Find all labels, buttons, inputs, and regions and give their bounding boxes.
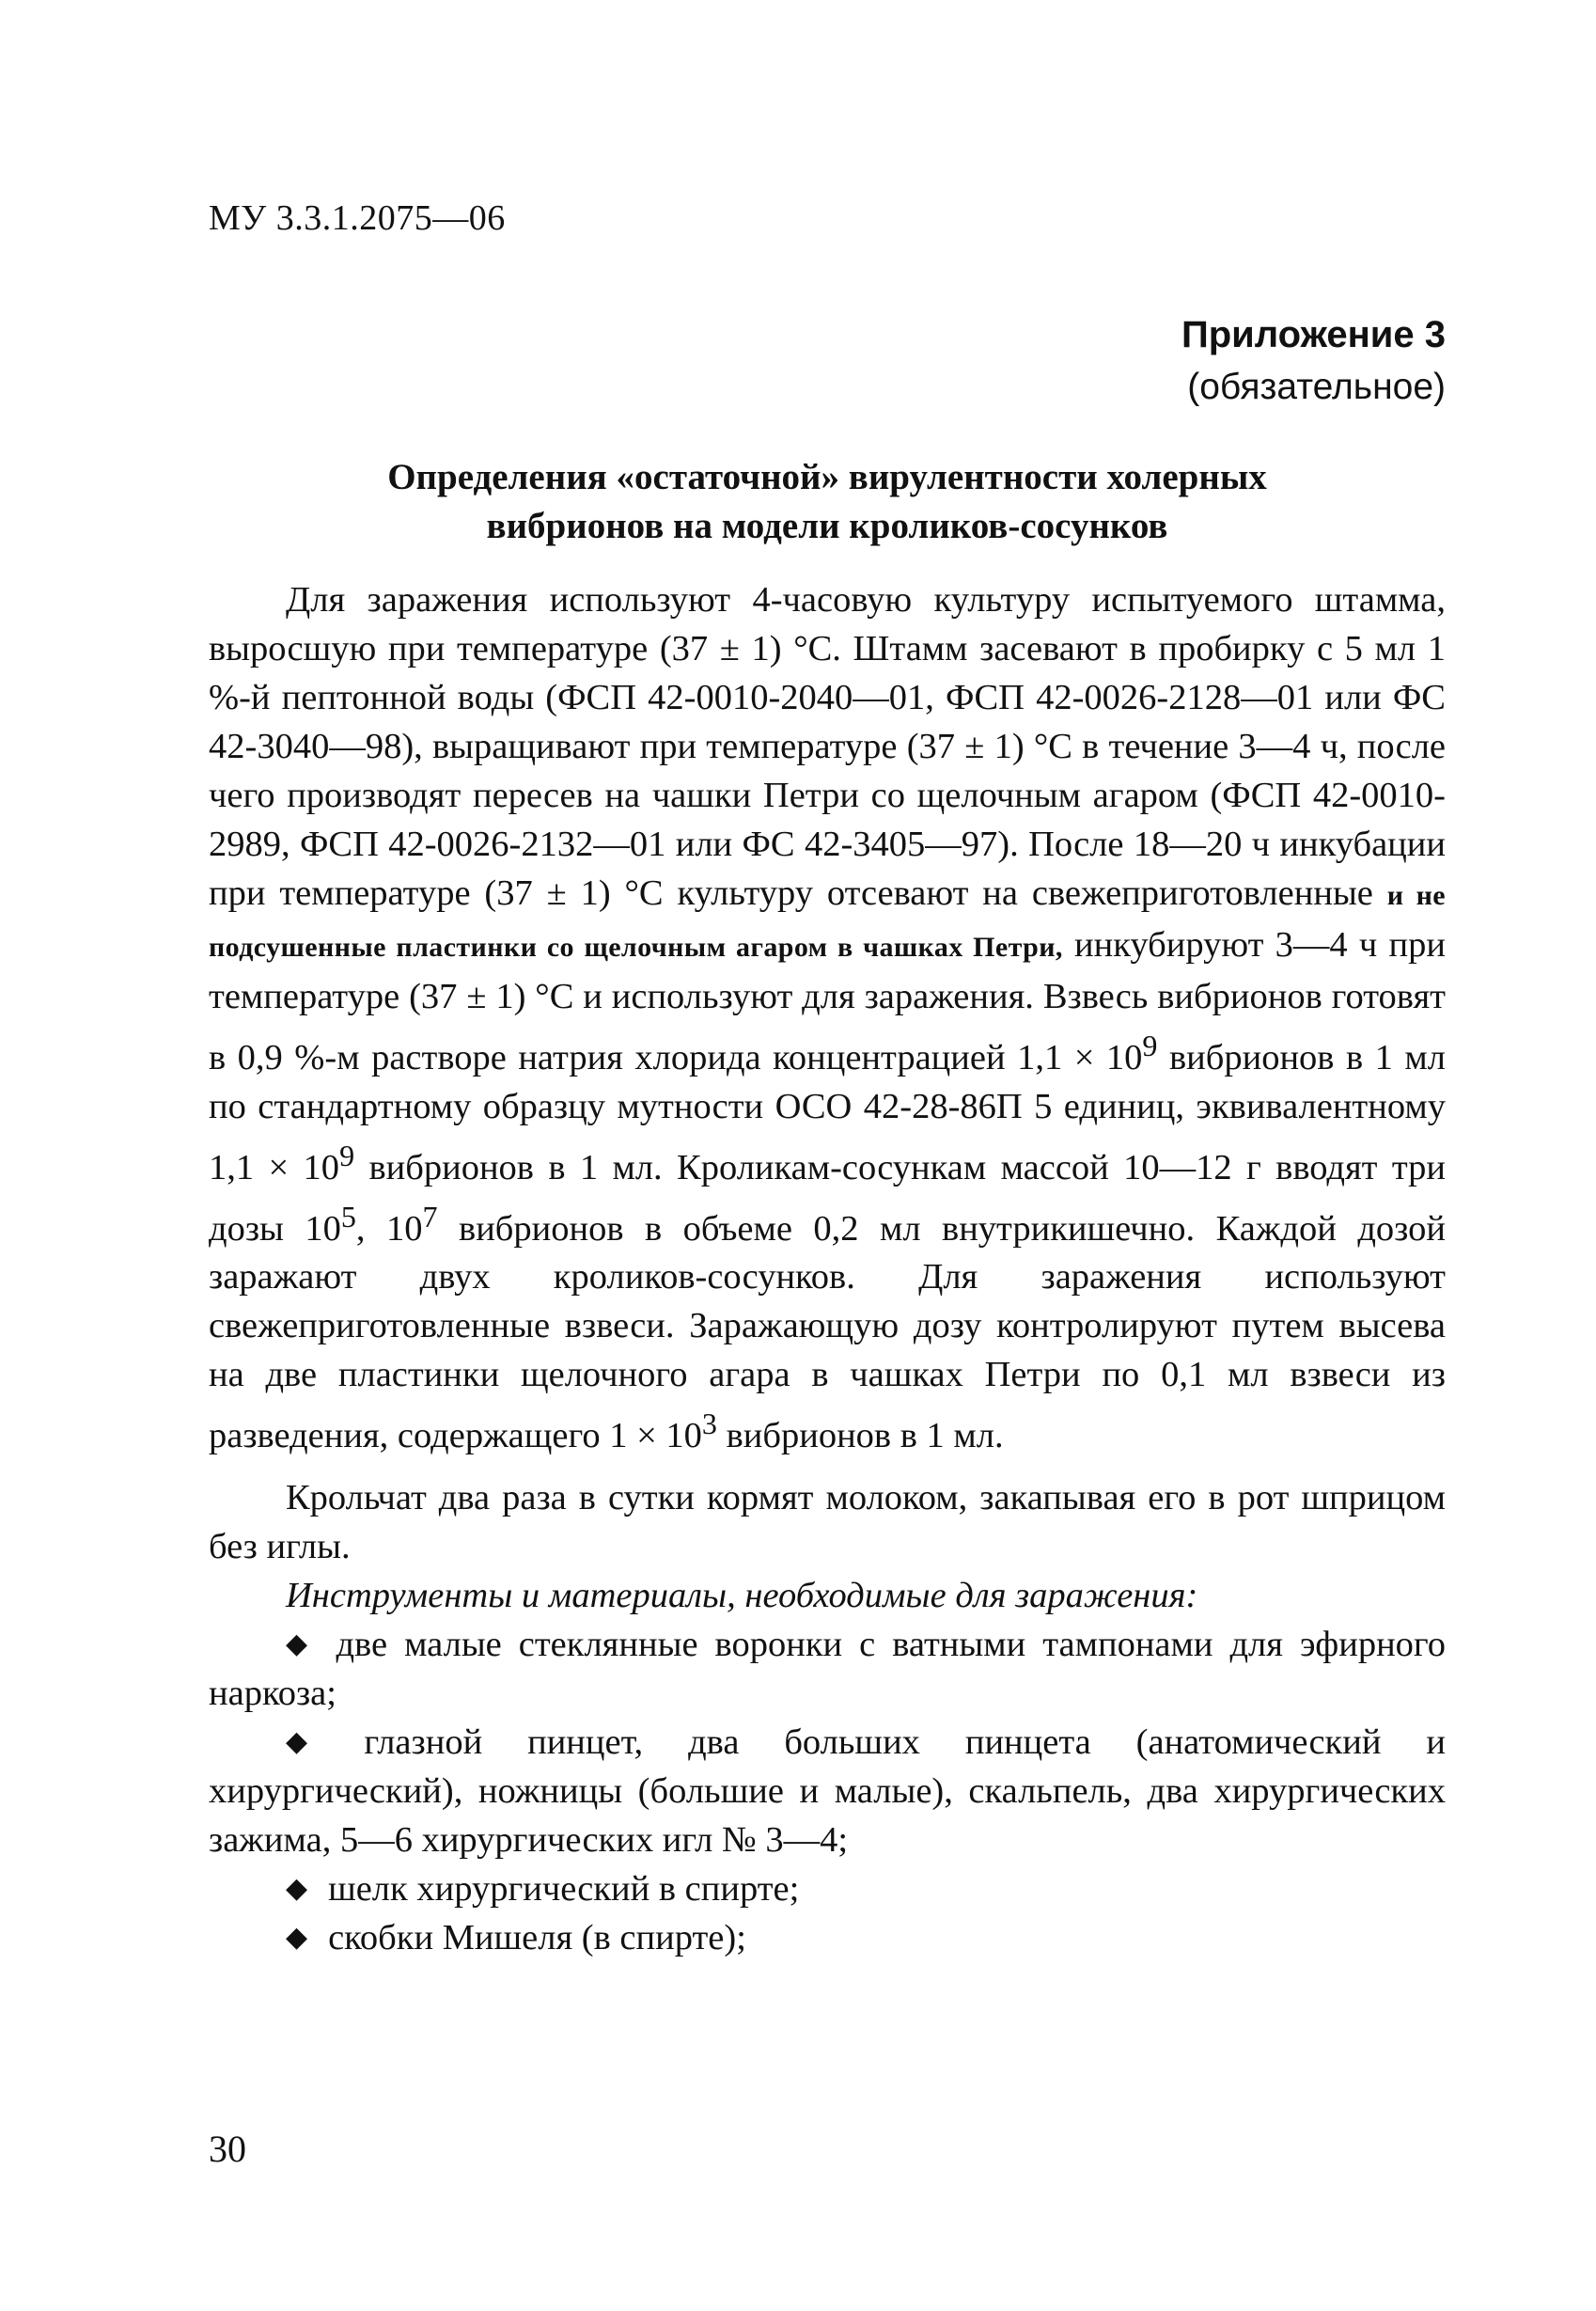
appendix-number: Приложение 3 xyxy=(1181,314,1446,355)
page-number: 30 xyxy=(209,2128,246,2170)
text-run: , 10 xyxy=(355,1208,423,1249)
list-item xyxy=(209,1913,1446,1962)
list-item xyxy=(209,1864,1446,1913)
list-item xyxy=(209,1620,1446,1718)
section-title xyxy=(209,453,1446,551)
diamond-bullet-icon: ◆ xyxy=(286,1628,316,1660)
superscript: 9 xyxy=(1142,1029,1158,1062)
superscript: 5 xyxy=(340,1199,356,1234)
list-item-text: две малые стеклянные воронки с ватными тампонами для эфирного наркоза; xyxy=(209,1625,1447,1714)
text-run: инкубируют 3—4 ч при температуре (37 ± 1) °С и используют для заражения. Взвесь вибрионов готовят в 0,9 %-м растворе натрия хлорида концентрацией 1,1 × 10 xyxy=(209,925,1446,1077)
document-code: МУ 3.3.1.2075—06 xyxy=(209,198,506,238)
text-run: Для заражения используют 4-часовую культуру испытуемого штамма, выросшую при температуре (37 ± 1) °С. Штамм засевают в пробирку с 5 мл 1 %-й пептонной воды (ФСП 42-0010-2040—01, ФСП 42-0026-2128—01 или ФС 42-3040—98), выращивают при температуре (37 ± 1) °С в течение 3—4 ч, после чего производят пересев на чашки Петри со щелочным агаром (ФСП 42-0010-2989, ФСП 42-0026-2132—01 или ФС 42-3405—97). После 18—20 ч инкубации при температуре (37 ± 1) °С культуру отсевают на свежеприготовленные xyxy=(209,580,1446,913)
appendix-heading xyxy=(1181,308,1446,414)
superscript: 9 xyxy=(339,1138,355,1172)
paragraph-infection-procedure xyxy=(209,575,1446,1460)
paragraph-instruments-heading: Инструменты и материалы, необходимые для заражения: xyxy=(286,1576,1198,1616)
superscript: 7 xyxy=(422,1199,438,1234)
body-text xyxy=(209,575,1446,1962)
diamond-bullet-icon: ◆ xyxy=(286,1873,308,1905)
list-item-text: скобки Мишеля (в спирте); xyxy=(328,1918,746,1958)
section-title-line-1: Определения «остаточной» вирулентности холерных xyxy=(387,457,1267,497)
list-item-text: глазной пинцет, два больших пинцета (анатомический и хирургический), ножницы (большие и малые), скальпель, два хирургических зажима, 5—6 хирургических игл № 3—4; xyxy=(209,1722,1446,1861)
text-run: вибрионов в объеме 0,2 мл внутрикишечно. Каждой дозой заражают двух кроликов-сосунков. Для заражения используют свежеприготовленные взвеси. Заражающую дозу контролируют путем высева на две пластинки щелочного агара в чашках Петри по 0,1 мл взвеси из разведения, содержащего 1 × 10 xyxy=(209,1208,1447,1456)
list-item-text: шелк хирургический в спирте; xyxy=(328,1869,800,1910)
superscript: 3 xyxy=(701,1407,717,1441)
paragraph-feeding: Крольчат два раза в сутки кормят молоком, закапывая его в рот шприцом без иглы. xyxy=(209,1478,1446,1567)
text-run-small: и не подсушенные пластинки со щелочным агаром в чашках Петри, xyxy=(209,880,1446,963)
text-run: вибрионов в 1 мл. xyxy=(716,1416,1004,1456)
diamond-bullet-icon: ◆ xyxy=(286,1922,308,1954)
appendix-kind: (обязательное) xyxy=(1187,367,1446,407)
section-title-line-2: вибрионов на модели кроликов-сосунков xyxy=(486,506,1168,546)
text-run: вибрионов в 1 мл по стандартному образцу мутности ОСО 42-28-86П 5 единиц, эквивалентному 1,1 × 10 xyxy=(209,1037,1446,1187)
diamond-bullet-icon: ◆ xyxy=(286,1726,344,1758)
text-run: вибрионов в 1 мл. Кроликам-сосункам массой 10—12 г вводят три дозы 10 xyxy=(209,1147,1446,1249)
list-item xyxy=(209,1718,1446,1864)
